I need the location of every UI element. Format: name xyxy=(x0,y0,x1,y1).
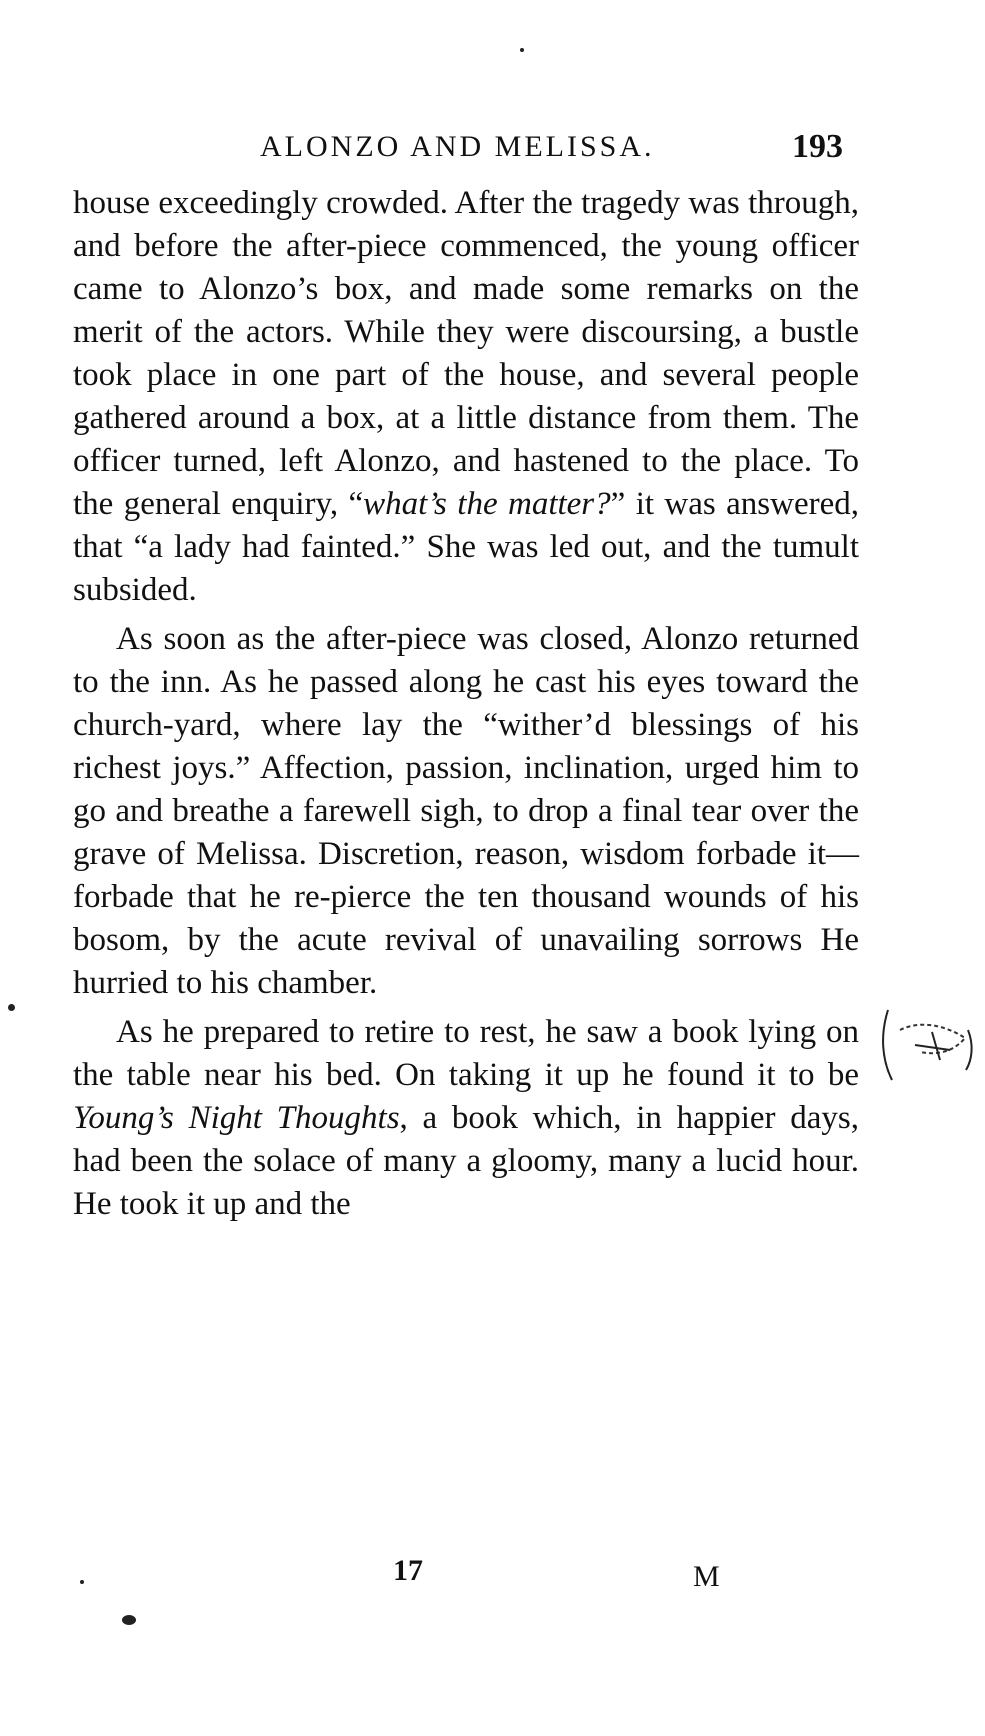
paragraph-3-text-a: As he prepared to retire to rest, he saw a book lying on the table near his bed. On taking it up he found it to be xyxy=(73,1014,859,1093)
signature-number: 17 xyxy=(393,1554,423,1587)
ink-speck xyxy=(8,1004,15,1011)
ink-speck xyxy=(122,1615,136,1625)
paragraph-1-italic-quote: what’s the matter? xyxy=(363,486,611,522)
page-number: 193 xyxy=(792,128,843,165)
paragraph-3-text-b: , a book which, in happier days, had been the solace of many a gloomy, many a lucid hour. He took it up and the xyxy=(73,1100,859,1222)
ink-speck xyxy=(520,48,524,52)
paragraph-3 xyxy=(73,1011,859,1226)
body-text xyxy=(73,182,859,1226)
paragraph-1-text-a: house exceedingly crowded. After the tragedy was through, and before the after-piece commenced, the young officer came to Alonzo’s box, and made some remarks on the merit of the actors. While they were discoursing, a bustle took place in one part of the house, and several people gathered around a box, at a little distance from them. The officer turned, left Alonzo, and hastened to the place. To the general enquiry, “ xyxy=(73,185,859,522)
paragraph-2 xyxy=(73,618,859,1005)
paragraph-3-italic-title: Young’s Night Thoughts xyxy=(73,1100,400,1136)
margin-annotation-mark xyxy=(870,990,980,1100)
paragraph-1-text-b: ” it was answered, that “a lady had fainted.” She was led out, and the tumult subsided. xyxy=(73,486,859,608)
paragraph-2-text: As soon as the after-piece was closed, Alonzo returned to the inn. As he passed along he cast his eyes toward the church-yard, where lay the “wither’d blessings of his richest joys.” Affection, passion, inclination, urged him to go and breathe a farewell sigh, to drop a final tear over the grave of Melissa. Discretion, reason, wisdom forbade it—forbade that he re-pierce the ten thousand wounds of his bosom, by the acute revival of unavailing sorrows He hurried to his chamber. xyxy=(73,621,859,1001)
running-title: ALONZO AND MELISSA. xyxy=(260,130,655,163)
ink-speck xyxy=(80,1580,84,1584)
signature-letter: M xyxy=(693,1560,720,1593)
paragraph-1 xyxy=(73,182,859,612)
